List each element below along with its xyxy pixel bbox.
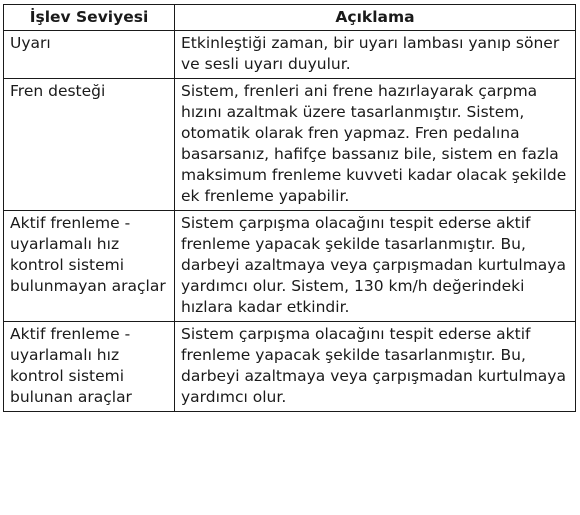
level-cell: Aktif frenleme - uyarlamalı hız kontrol sistemi bulunan araçlar: [4, 322, 175, 412]
description-cell: Etkinleştiği zaman, bir uyarı lambası yanıp söner ve sesli uyarı duyulur.: [175, 31, 576, 79]
level-cell: Aktif frenleme - uyarlamalı hız kontrol sistemi bulunmayan araçlar: [4, 211, 175, 322]
header-function-level: İşlev Seviyesi: [4, 5, 175, 31]
table-header-row: [4, 5, 576, 31]
table-row: [4, 211, 576, 322]
table-row: [4, 31, 576, 79]
level-cell: Uyarı: [4, 31, 175, 79]
description-cell: Sistem, frenleri ani frene hazırlayarak çarpma hızını azaltmak üzere tasarlanmıştır. Sistem, otomatik olarak fren yapmaz. Fren pedalına basarsanız, hafifçe bassanız bile, sistem en fazla maksimum frenleme kuvveti kadar olacak şekilde ek frenleme yapabilir.: [175, 79, 576, 211]
description-cell: Sistem çarpışma olacağını tespit ederse aktif frenleme yapacak şekilde tasarlanmıştır. Bu, darbeyi azaltmaya veya çarpışmadan kurtulmaya yardımcı olur.: [175, 322, 576, 412]
header-description: Açıklama: [175, 5, 576, 31]
level-cell: Fren desteği: [4, 79, 175, 211]
table-row: [4, 322, 576, 412]
function-level-table: [3, 4, 576, 412]
table-row: [4, 79, 576, 211]
description-cell: Sistem çarpışma olacağını tespit ederse aktif frenleme yapacak şekilde tasarlanmıştır. Bu, darbeyi azaltmaya veya çarpışmadan kurtulmaya yardımcı olur. Sistem, 130 km/h değerindeki hızlara kadar etkindir.: [175, 211, 576, 322]
